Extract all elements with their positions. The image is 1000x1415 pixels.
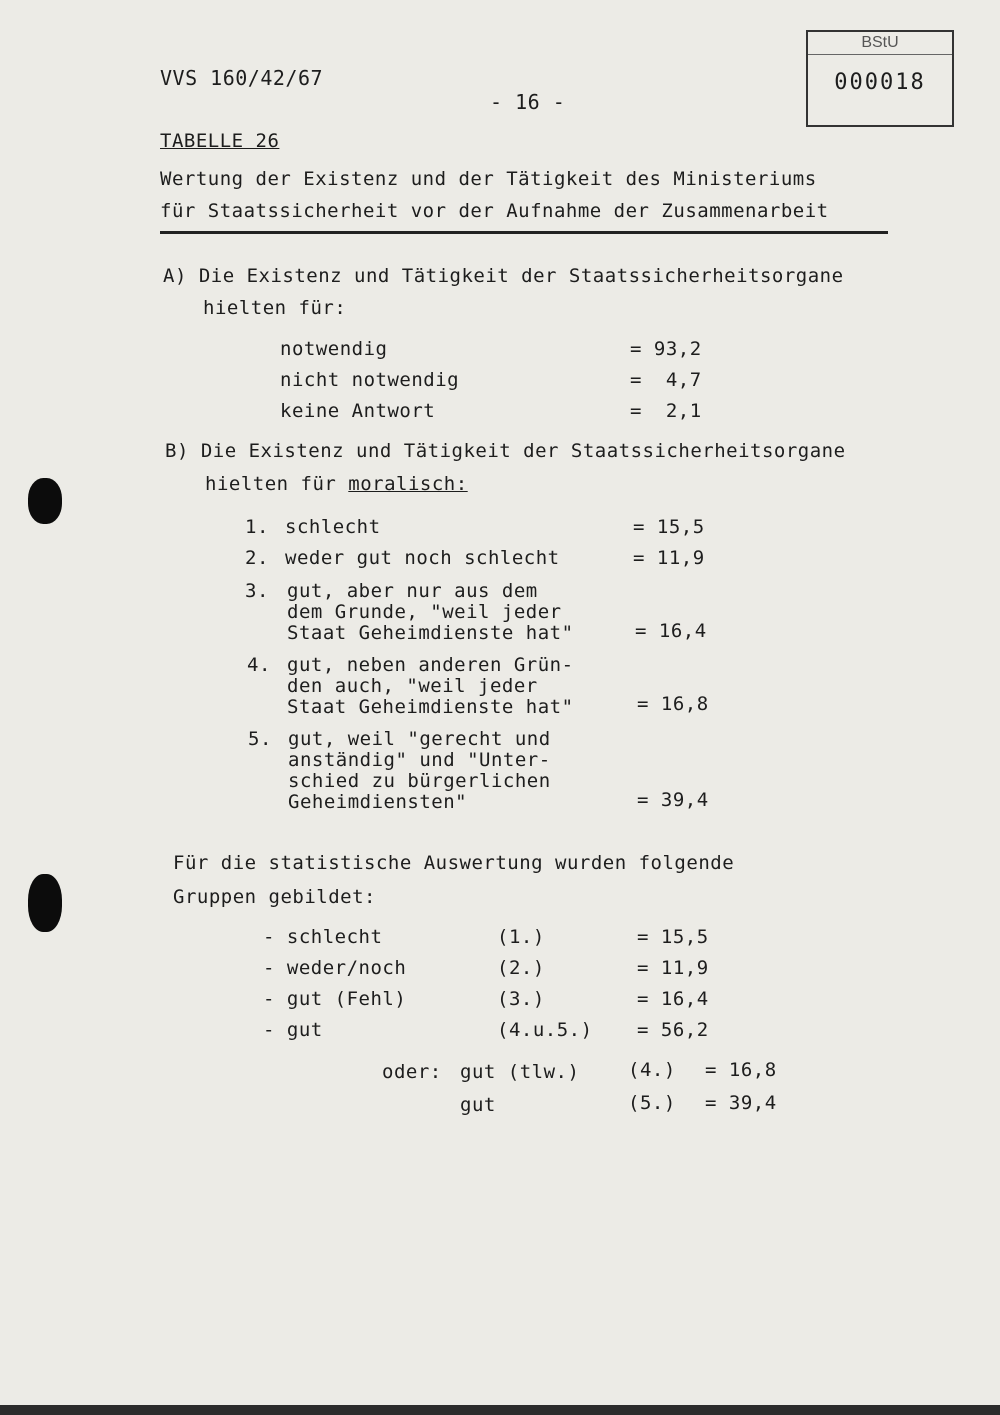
item-value: = 11,9 <box>633 547 705 569</box>
group-label: - weder/noch <box>263 957 407 979</box>
stamp-label: BStU <box>861 34 899 51</box>
item-text: dem Grunde, "weil jeder <box>287 601 562 623</box>
group-ref: (3.) <box>497 988 545 1010</box>
alt-value: = 39,4 <box>705 1092 777 1114</box>
item-value: = 39,4 <box>637 789 709 811</box>
section-a-row-label: keine Antwort <box>280 400 436 422</box>
section-a-row-label: nicht notwendig <box>280 369 460 391</box>
table-title: TABELLE 26 <box>160 130 280 152</box>
section-a-heading-line-2: hielten für: <box>203 297 347 319</box>
item-text: Staat Geheimdienste hat" <box>287 696 574 718</box>
item-text: schlecht <box>285 516 381 538</box>
alt-label: gut <box>460 1094 496 1116</box>
item-text: Staat Geheimdienste hat" <box>287 622 574 644</box>
item-number: 3. <box>245 580 269 602</box>
item-text: gut, neben anderen Grün- <box>287 654 574 676</box>
page-number: - 16 - <box>490 90 566 114</box>
alt-prefix: oder: <box>382 1061 442 1083</box>
subtitle-line-2: für Staatssicherheit vor der Aufnahme der Zusammenarbeit <box>160 200 829 222</box>
page-bottom-edge <box>0 1405 1000 1415</box>
group-ref: (2.) <box>497 957 545 979</box>
group-value: = 56,2 <box>637 1019 709 1041</box>
title-rule <box>160 231 888 234</box>
group-ref: (4.u.5.) <box>497 1019 593 1041</box>
section-b-heading-line-1: B) Die Existenz und Tätigkeit der Staatssicherheitsorgane <box>165 440 846 462</box>
section-b-heading-line-2 <box>205 473 468 495</box>
alt-ref: (5.) <box>628 1092 676 1114</box>
groups-intro-line-1: Für die statistische Auswertung wurden folgende <box>173 852 735 874</box>
item-text: schied zu bürgerlichen <box>288 770 551 792</box>
group-label: - schlecht <box>263 926 383 948</box>
section-b-heading-prefix: hielten für <box>205 473 337 495</box>
item-text: Geheimdiensten" <box>288 791 468 813</box>
groups-intro-line-2: Gruppen gebildet: <box>173 886 376 908</box>
group-label: - gut <box>263 1019 323 1041</box>
subtitle-line-1: Wertung der Existenz und der Tätigkeit des Ministeriums <box>160 168 817 190</box>
section-b-heading-emphasis: moralisch: <box>348 473 468 495</box>
punch-hole-bottom <box>28 874 62 932</box>
item-text: gut, weil "gerecht und <box>288 728 551 750</box>
stamp-number: 000018 <box>834 70 926 95</box>
item-text: weder gut noch schlecht <box>285 547 560 569</box>
alt-ref: (4.) <box>628 1059 676 1081</box>
section-a-row-value: = 4,7 <box>630 369 702 391</box>
item-value: = 16,8 <box>637 693 709 715</box>
section-a-row-value: = 93,2 <box>630 338 702 360</box>
section-a-row-label: notwendig <box>280 338 388 360</box>
item-text: den auch, "weil jeder <box>287 675 538 697</box>
section-a-heading-line-1: A) Die Existenz und Tätigkeit der Staatssicherheitsorgane <box>163 265 844 287</box>
group-value: = 16,4 <box>637 988 709 1010</box>
alt-label: gut (tlw.) <box>460 1061 580 1083</box>
item-value: = 16,4 <box>635 620 707 642</box>
document-reference: VVS 160/42/67 <box>160 66 324 90</box>
item-text: gut, aber nur aus dem <box>287 580 538 602</box>
stamp-divider <box>808 54 952 55</box>
archive-stamp <box>806 30 954 127</box>
punch-hole-top <box>28 478 62 524</box>
item-number: 4. <box>247 654 271 676</box>
item-value: = 15,5 <box>633 516 705 538</box>
group-value: = 11,9 <box>637 957 709 979</box>
group-ref: (1.) <box>497 926 545 948</box>
item-number: 2. <box>245 547 269 569</box>
section-a-row-value: = 2,1 <box>630 400 702 422</box>
item-text: anständig" und "Unter- <box>288 749 551 771</box>
group-value: = 15,5 <box>637 926 709 948</box>
item-number: 5. <box>248 728 272 750</box>
item-number: 1. <box>245 516 269 538</box>
alt-value: = 16,8 <box>705 1059 777 1081</box>
group-label: - gut (Fehl) <box>263 988 407 1010</box>
